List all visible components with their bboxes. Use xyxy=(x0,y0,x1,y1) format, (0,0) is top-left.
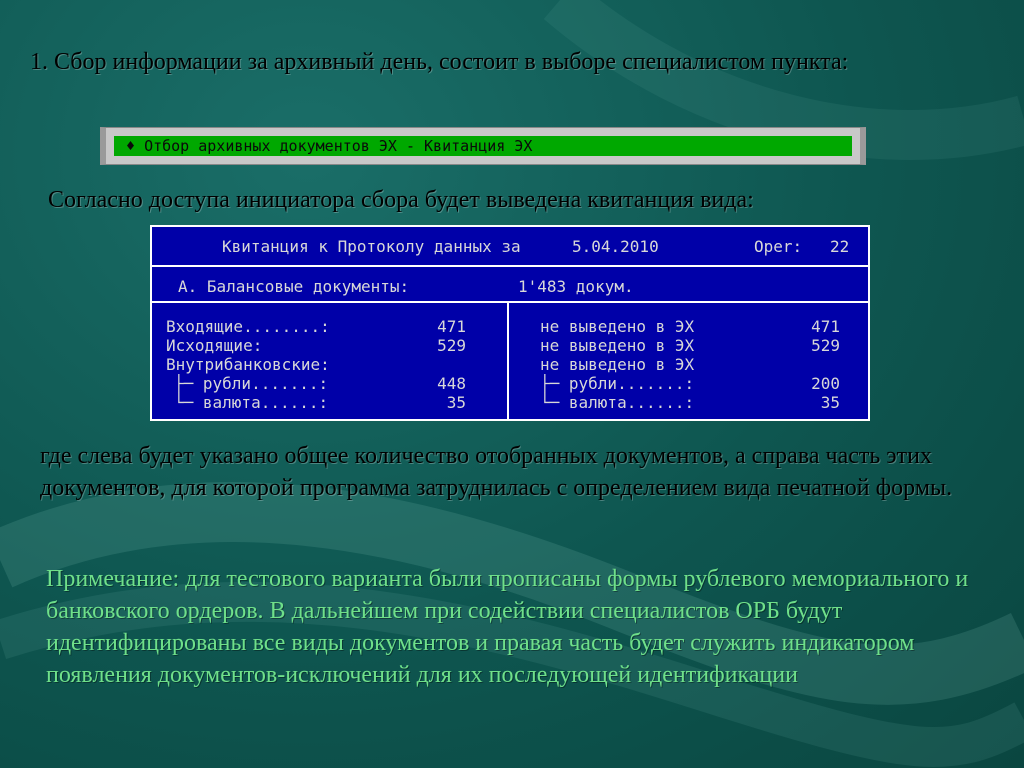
note-text: Примечание: для тестового варианта были прописаны формы рублевого мемориального и банковского ордеров. В дальнейшем при содействии специалистов ОРБ будут идентифицированы все виды документов и правая часть будет служить индикатором появления документов-исключений для их последующей идентификации xyxy=(46,566,969,688)
subhead-text: Согласно доступа инициатора сбора будет выведена квитанция вида: xyxy=(48,187,754,213)
receipt-title: Квитанция к Протоколу данных за xyxy=(222,237,521,256)
receipt-divider xyxy=(152,301,868,303)
left-row-value: 35 xyxy=(446,393,466,412)
left-row-label: ├─ рубли.......: xyxy=(174,374,329,393)
right-row-value: 200 xyxy=(811,374,840,393)
left-row-label: Входящие........: xyxy=(166,317,330,336)
right-row-label: ├─ рубли.......: xyxy=(540,374,695,393)
intro-text: 1. Сбор информации за архивный день, состоит в выборе специалистом пункта: xyxy=(30,49,849,75)
menu-item-label: Отбор архивных документов ЭХ - Квитанция ЭХ xyxy=(144,137,533,155)
left-row-label: └─ валюта......: xyxy=(174,393,329,412)
right-row-label: не выведено в ЭХ xyxy=(540,317,695,336)
diamond-icon: ♦ xyxy=(126,137,136,155)
right-row-label: └─ валюта......: xyxy=(540,393,695,412)
right-row-value: 529 xyxy=(811,336,840,355)
left-row-value: 448 xyxy=(437,374,466,393)
explanation-text: где слева будет указано общее количество отобранных документов, а справа часть этих документов, для которой программа затруднилась с определением вида печатной формы. xyxy=(40,443,953,501)
left-row-value: 529 xyxy=(437,336,466,355)
balance-value: 1'483 докум. xyxy=(518,277,634,296)
left-row-label: Внутрибанковские: xyxy=(166,355,330,374)
right-row-label: не выведено в ЭХ xyxy=(540,336,695,355)
operator-value: 22 xyxy=(830,237,850,256)
receipt-window xyxy=(150,225,870,421)
right-row-value: 471 xyxy=(811,317,840,336)
receipt-column-divider xyxy=(507,301,509,419)
balance-label: А. Балансовые документы: xyxy=(178,277,410,296)
left-row-value: 471 xyxy=(437,317,466,336)
menu-item-archive-receipt[interactable] xyxy=(114,136,852,156)
operator-label: Oper: xyxy=(754,237,803,256)
archive-menu-panel xyxy=(100,127,866,165)
right-row-label: не выведено в ЭХ xyxy=(540,355,695,374)
right-row-value: 35 xyxy=(820,393,840,412)
receipt-divider xyxy=(152,265,868,267)
left-row-label: Исходящие: xyxy=(166,336,263,355)
receipt-date: 5.04.2010 xyxy=(572,237,659,256)
